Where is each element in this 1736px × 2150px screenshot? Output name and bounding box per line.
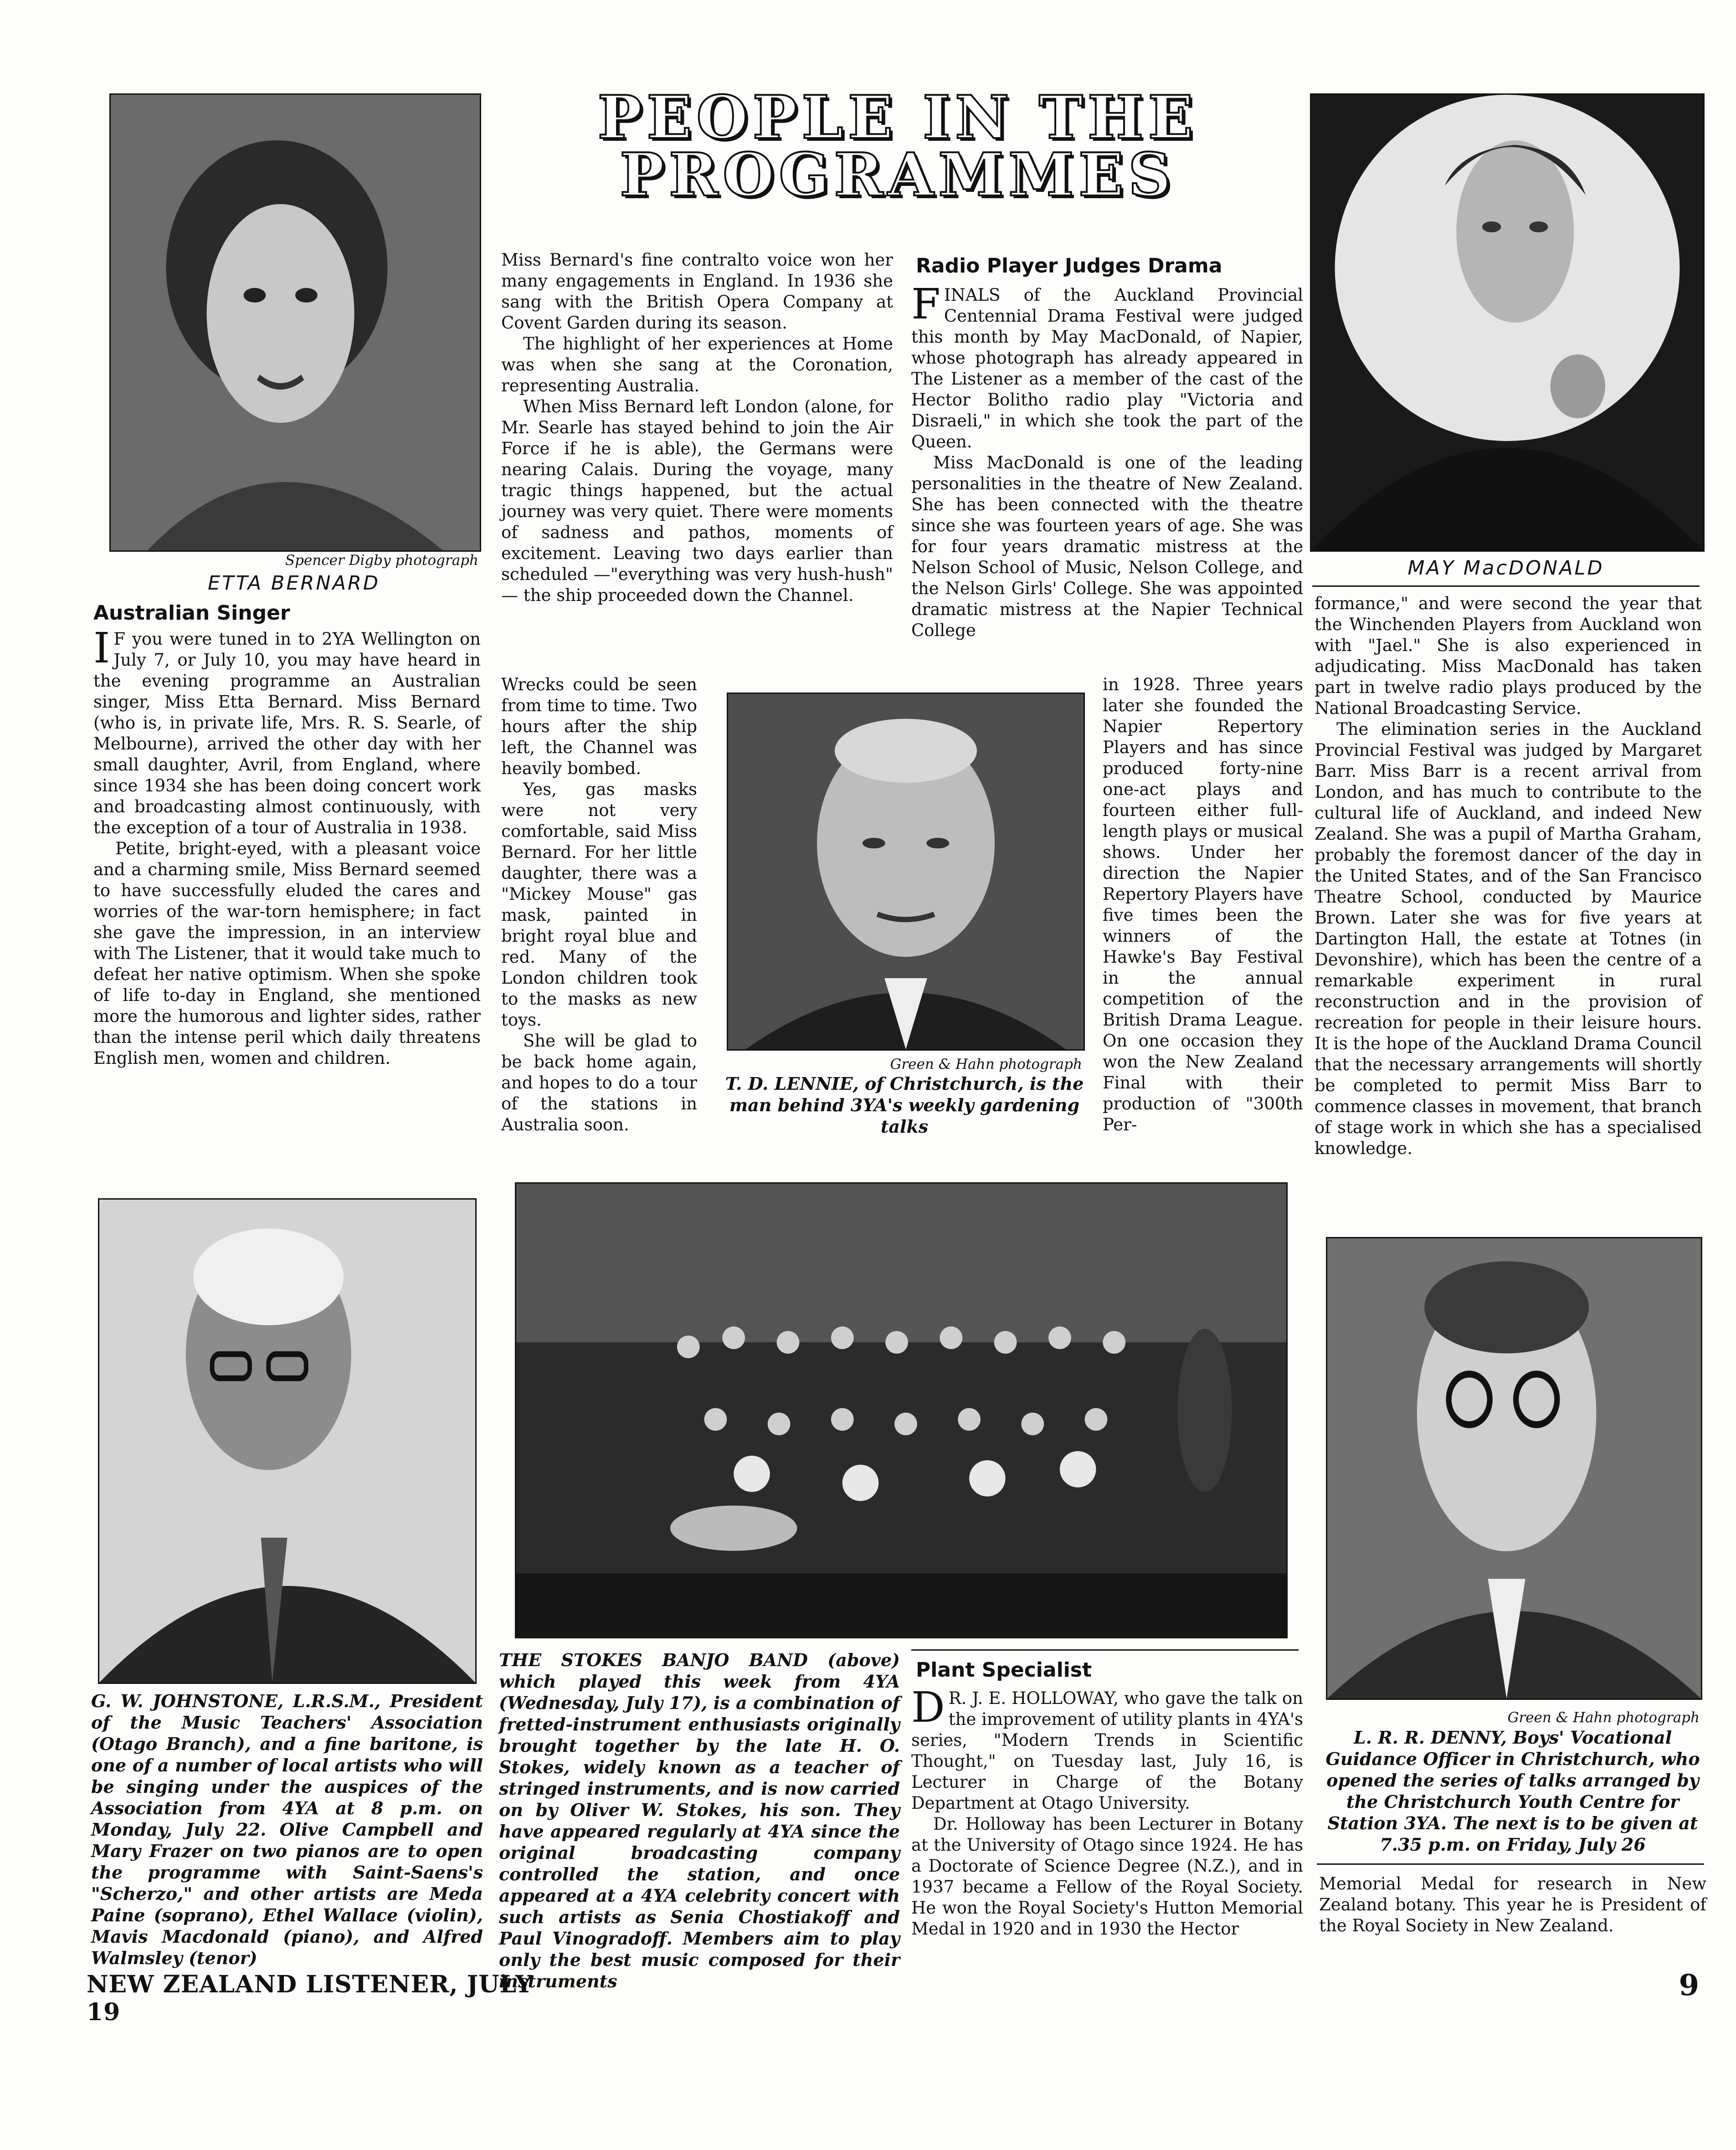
drop-cap: F — [911, 280, 940, 328]
lrr-denny-caption: L. R. R. DENNY, Boys' Vocational Guidance Officer in Christchurch, who opened the series of talks arranged by the Christchurch Youth Centre for Station 3YA. The next is to be given at 7.35 p.m. on Friday, July 26 — [1325, 1727, 1700, 1855]
may-macdonald-name: MAY MacDONALD — [1407, 557, 1604, 580]
photo-credit: Green & Hahn photograph — [890, 1056, 1082, 1072]
etta-bernard-photo — [109, 93, 481, 552]
plant-specialist-continued: Memorial Medal for research in New Zealand botany. This year he is President of the Royal Society in New Zealand. — [1319, 1874, 1706, 1935]
etta-bernard-article: I F you were tuned in to 2YA Wellington on July 7, or July 10, you may have heard in the evening programme an Australian singer, Miss Etta Bernard. Miss Bernard (who is, in private life, Mrs. R. S. Searle, of Melbourne), arrived the other day with her small daughter, Avril, from England, where since 1934 she has been doing concert work and broadcasting almost continuously, with the exception of a tour of Australia in 1938. Petite, bright-eyed, with a pleasant voice and a charming smile, Miss Bernard seemed to have successfully eluded the cares and worries of the war-torn hemisphere; in fact she gave the impression, in an interview with The Listener, that it would take much to defeat her native optimism. When she spoke of life to-day in England, she mentioned more the humorous and lighter sides, rather than the intense peril which daily threatens English men, women and children. — [93, 624, 481, 1068]
etta-bernard-name: ETTA BERNARD — [208, 572, 380, 595]
drop-cap: D — [911, 1683, 945, 1732]
photo-credit: Spencer Digby photograph — [285, 552, 478, 569]
td-lennie-caption: T. D. LENNIE, of Christchurch, is the man behind 3YA's weekly gardening talks — [725, 1073, 1084, 1137]
drop-cap: I — [93, 624, 110, 672]
masthead-footer: NEW ZEALAND LISTENER, JULY 19 — [87, 1970, 533, 2026]
drama-article: FINALS of the Auckland Provincial Centennial Drama Festival were judged this month by May MacDonald, of Napier, whose photograph has already appeared in The Listener as a member of the cast of the Hector Bolitho radio play "Victoria and Disraeli," in which she took the part of the Queen. Miss MacDonald is one of the leading personalities in the theatre of New Zealand. She has been connected with the theatre since she was fourteen years of age. She was for four years dramatic mistress at the Nelson School of Music, Nelson College, and the Nelson Girls' College. She was appointed dramatic mistress at the Napier Technical College — [911, 280, 1303, 640]
page-title: PEOPLE IN THE PROGRAMMES — [597, 82, 1198, 210]
etta-bernard-continued: Miss Bernard's fine contralto voice won her many engagements in England. In 1936 she sang with the British Opera Company at Covent Garden during its season. The highlight of her experiences at Home was when she sang at the Coronation, representing Australia. When Miss Bernard left London (alone, for Mr. Searle has stayed behind to join the Air Force if he is able), the Germans were nearing Calais. During the voyage, many tragic things happened, but the actual journey was very quiet. There were moments of sadness and pathos, moments of excitement. Leaving two days earlier than scheduled —"everything was very hush-hush" — the ship proceeded down the Channel. — [501, 250, 893, 605]
divider — [911, 1649, 1299, 1651]
gw-johnstone-caption: G. W. JOHNSTONE, L.R.S.M., President of the Music Teachers' Association (Otago Branch), and a fine baritone, is one of a number of local artists who will be singing under the auspices of the Association from 4YA at 8 p.m. on Monday, July 22. Olive Campbell and Mary Frazer on two pianos are to open the programme with Saint-Saens's "Scherzo," and other artists are Meda Paine (soprano), Ethel Wallace (violin), Mavis Macdonald (piano), and Alfred Walmsley (tenor) — [91, 1691, 483, 1968]
plant-specialist-article: D R. J. E. HOLLOWAY, who gave the talk on the improvement of utility plants in 4YA's series, "Modern Trends in Scientific Thought," on Tuesday last, July 16, is Lecturer in Charge of the Botany Department at Otago University. Dr. Holloway has been Lecturer in Botany at the University of Otago since 1924. He has a Doctorate of Science Degree (N.Z.), and in 1937 became a Fellow of the Royal Society. He won the Royal Society's Hutton Memorial Medal in 1920 and in 1930 the Hector — [911, 1683, 1303, 1939]
may-macdonald-article: formance," and were second the year that the Winchenden Players from Auckland won with "Jael." She is also experienced in adjudicating. Miss MacDonald has taken part in twelve radio plays produced by the National Broadcasting Service. The elimination series in the Auckland Provincial Festival was judged by Margaret Barr. Miss Barr is a recent arrival from London, and has much to contribute to the cultural life of Auckland, and indeed New Zealand. She was a pupil of Martha Graham, probably the foremost dancer of the day in the United States, and of the San Francisco Theatre School, conducted by Maurice Brown. Later she was for five years at Dartington Hall, the estate at Totnes (in Devonshire), which has been the centre of a remarkable experiment in rural reconstruction and in the provision of recreation for people in their leisure hours. It is the hope of the Auckland Drama Council that the necessary arrangements will shortly be completed to permit Miss Barr to commence classes in movement, that branch of stage work in which she has a specialised knowledge. — [1315, 594, 1702, 1158]
td-lennie-photo — [727, 693, 1085, 1051]
stokes-banjo-band-photo — [515, 1182, 1288, 1638]
drama-article-continued: in 1928. Three years later she founded the Napier Repertory Players and has since produced forty-nine one-act plays and fourteen either full-length plays or musical shows. Under her direction the Napier Repertory Players have five times been the winners of the Hawke's Bay Festival in the annual competition of the British Drama League. On one occasion they won the New Zealand Final with their production of "300th Per- — [1103, 675, 1303, 1134]
may-macdonald-photo — [1310, 93, 1705, 552]
lrr-denny-photo — [1326, 1237, 1702, 1700]
etta-bernard-continued-narrow: Wrecks could be seen from time to time. Two hours after the ship left, the Channel was heavily bombed. Yes, gas masks were not very comfortable, said Miss Bernard. For her little daughter, there was a "Mickey Mouse" gas mask, painted in bright royal blue and red. Many of the London children took to the masks as new toys. She will be glad to be back home again, and hopes to do a tour of the stations in Australia soon. — [501, 675, 697, 1134]
gw-johnstone-photo — [98, 1198, 477, 1684]
page-number: 9 — [1679, 1968, 1700, 2002]
banjo-band-caption: THE STOKES BANJO BAND (above) which played this week from 4YA (Wednesday, July 17), is a combination of fretted-instrument enthusiasts originally brought together by the late H. O. Stokes, widely known as a teacher of stringed instruments, and is now carried on by Oliver W. Stokes, his son. They have appeared regularly at 4YA since the original broadcasting company controlled the station, and once appeared at a 4YA celebrity concert with such artists as Senia Chostiakoff and Paul Vinogradoff. Members aim to play only the best music composed for their instruments — [499, 1650, 900, 1991]
section-heading-plant-specialist: Plant Specialist — [916, 1658, 1092, 1682]
photo-credit: Green & Hahn photograph — [1507, 1709, 1700, 1726]
section-heading-radio-player: Radio Player Judges Drama — [916, 254, 1222, 277]
divider — [1312, 585, 1700, 587]
divider — [1317, 1863, 1704, 1865]
section-heading-australian-singer: Australian Singer — [93, 601, 290, 625]
